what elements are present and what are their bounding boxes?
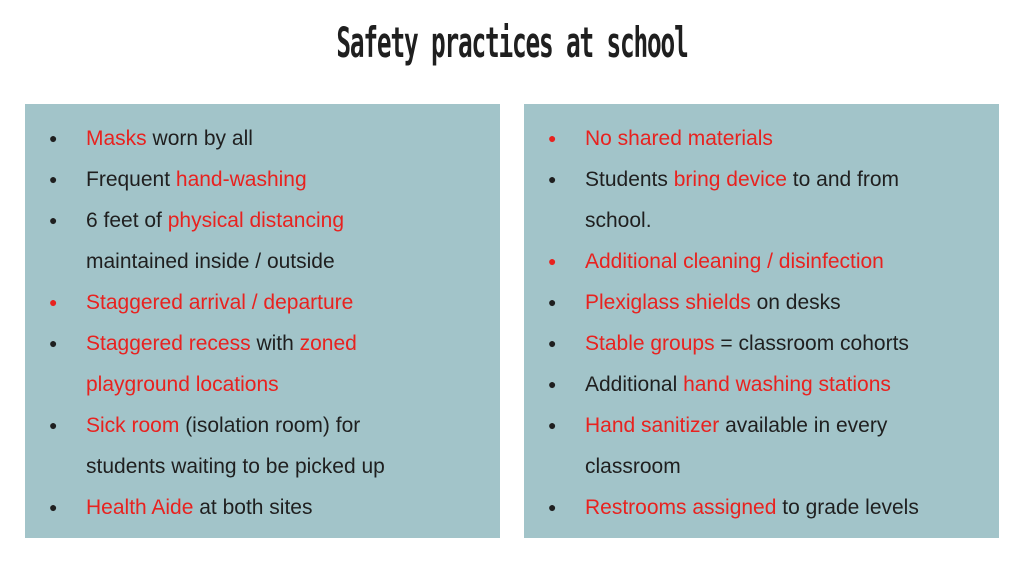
bullet-dot-icon: ● xyxy=(49,335,58,351)
bullet-text: (isolation room) for xyxy=(179,414,361,437)
bullet-dot-icon: ● xyxy=(548,253,557,269)
slide-title: Safety practices at school xyxy=(336,18,688,67)
bullet-continuation xyxy=(25,446,500,487)
bullet-text: 6 feet of xyxy=(86,209,168,232)
bullet-item xyxy=(524,323,999,364)
bullet-dot-icon: ● xyxy=(548,130,557,146)
bullet-continuation xyxy=(25,364,500,405)
bullet-continuation xyxy=(524,446,999,487)
bullet-dot-icon: ● xyxy=(49,130,58,146)
bullet-item xyxy=(25,159,500,200)
bullet-text: on desks xyxy=(750,291,841,314)
highlighted-text: No shared materials xyxy=(585,127,773,150)
bullet-item xyxy=(524,241,999,282)
highlighted-text: Stable groups xyxy=(585,332,715,355)
bullet-item xyxy=(25,405,500,446)
bullet-item xyxy=(25,282,500,323)
highlighted-text: Sick room xyxy=(86,414,180,437)
highlighted-text: Health Aide xyxy=(86,496,194,519)
bullet-dot-icon: ● xyxy=(548,417,557,433)
highlighted-text: Masks xyxy=(86,127,147,150)
bullet-continuation xyxy=(25,241,500,282)
bullet-item xyxy=(524,282,999,323)
bullet-dot-icon: ● xyxy=(49,171,58,187)
bullet-text: Frequent xyxy=(86,168,176,191)
highlighted-text: hand washing stations xyxy=(683,373,891,396)
bullet-text: students waiting to be picked up xyxy=(86,455,385,478)
highlighted-text: Additional cleaning / disinfection xyxy=(585,250,884,273)
bullet-text: at both sites xyxy=(193,496,313,519)
bullet-dot-icon: ● xyxy=(548,294,557,310)
bullet-item xyxy=(25,118,500,159)
highlighted-text: Staggered recess xyxy=(86,332,251,355)
bullet-dot-icon: ● xyxy=(49,417,58,433)
highlighted-text: Plexiglass shields xyxy=(585,291,751,314)
bullet-item xyxy=(25,200,500,241)
bullet-text: to and from xyxy=(786,168,900,191)
bullet-text: classroom xyxy=(585,455,681,478)
highlighted-text: bring device xyxy=(673,168,787,191)
bullet-text: available in every xyxy=(719,414,888,437)
bullet-continuation xyxy=(524,200,999,241)
highlighted-text: hand-washing xyxy=(175,168,307,191)
bullet-dot-icon: ● xyxy=(548,171,557,187)
bullet-text: with xyxy=(250,332,300,355)
bullet-item xyxy=(25,323,500,364)
bullet-item xyxy=(524,405,999,446)
bullet-text: Students xyxy=(585,168,674,191)
bullet-item xyxy=(524,364,999,405)
bullet-dot-icon: ● xyxy=(548,335,557,351)
highlighted-text: physical distancing xyxy=(167,209,344,232)
highlighted-text: Hand sanitizer xyxy=(585,414,720,437)
bullet-text: worn by all xyxy=(146,127,253,150)
left-bullet-list xyxy=(25,104,500,528)
bullet-dot-icon: ● xyxy=(49,212,58,228)
bullet-item xyxy=(524,118,999,159)
bullet-text: maintained inside / outside xyxy=(86,250,335,273)
highlighted-text: Restrooms assigned xyxy=(585,496,777,519)
right-bullet-list xyxy=(524,104,999,528)
bullet-item xyxy=(524,487,999,528)
bullet-dot-icon: ● xyxy=(548,376,557,392)
highlighted-text: playground locations xyxy=(86,373,279,396)
right-panel xyxy=(524,104,999,538)
highlighted-text: zoned xyxy=(299,332,357,355)
bullet-text: to grade levels xyxy=(776,496,919,519)
bullet-text: Additional xyxy=(585,373,684,396)
bullet-dot-icon: ● xyxy=(49,294,58,310)
bullet-text: = classroom cohorts xyxy=(714,332,909,355)
bullet-item xyxy=(524,159,999,200)
bullet-dot-icon: ● xyxy=(548,499,557,515)
highlighted-text: Staggered arrival / departure xyxy=(86,291,354,314)
left-panel xyxy=(25,104,500,538)
bullet-dot-icon: ● xyxy=(49,499,58,515)
bullet-item xyxy=(25,487,500,528)
bullet-text: school. xyxy=(585,209,652,232)
